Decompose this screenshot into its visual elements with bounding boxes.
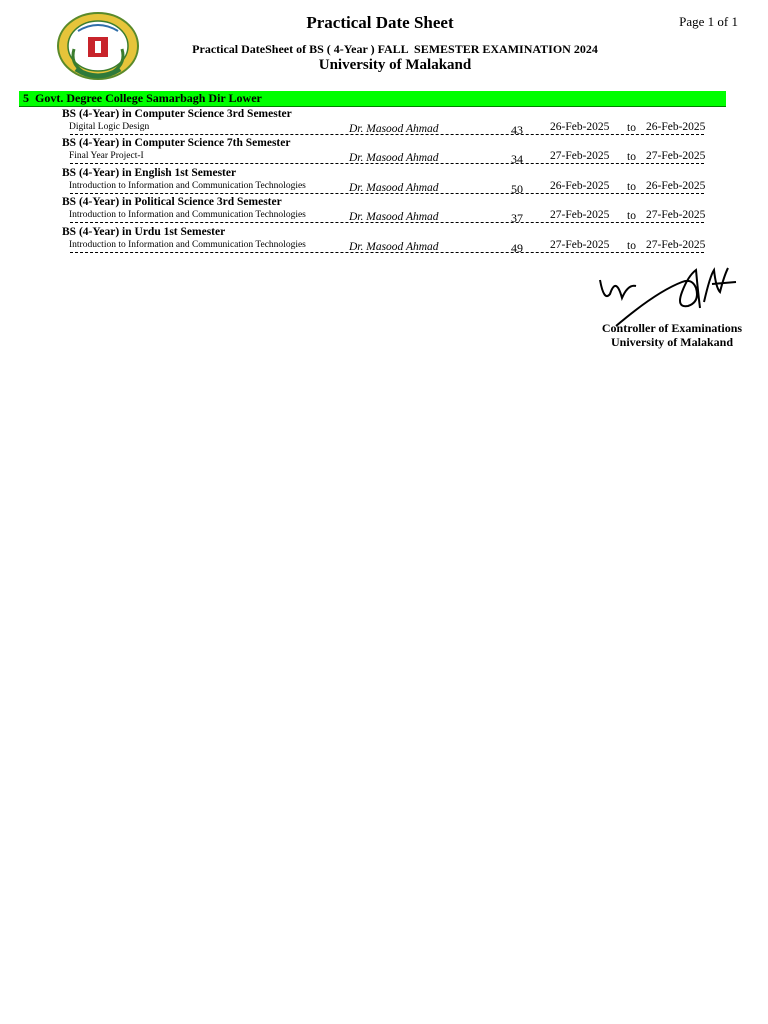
student-count: 34	[511, 152, 523, 167]
date-to: 27-Feb-2025	[646, 238, 706, 251]
examiner-name: Dr. Masood Ahmad	[349, 211, 439, 224]
university-name: University of Malakand	[318, 57, 472, 73]
course-name: Introduction to Information and Communication Technologies	[69, 210, 306, 221]
program-name: BS (4-Year) in Urdu 1st Semester	[62, 225, 226, 238]
list-item	[0, 108, 768, 137]
to-label: to	[627, 239, 636, 252]
signatory-title: Controller of Examinations	[601, 321, 743, 335]
program-name: BS (4-Year) in Political Science 3rd Semester	[62, 196, 282, 209]
exam-subtitle: Practical DateSheet of BS ( 4-Year ) FALL SEMESTER EXAMINATION 2024	[192, 42, 598, 56]
page-number: Page 1 of 1	[679, 14, 738, 29]
examiner-name: Dr. Masood Ahmad	[349, 181, 439, 194]
examiner-name: Dr. Masood Ahmad	[349, 152, 439, 165]
signature	[596, 262, 740, 328]
examiner-name: Dr. Masood Ahmad	[349, 123, 439, 135]
course-name: Digital Logic Design	[69, 122, 150, 132]
to-label: to	[627, 151, 636, 164]
date-from: 27-Feb-2025	[550, 238, 610, 251]
date-from: 27-Feb-2025	[550, 209, 610, 222]
date-to: 26-Feb-2025	[646, 179, 706, 192]
list-item	[0, 226, 768, 255]
signatory-organization: University of Malakand	[610, 335, 733, 349]
date-from: 27-Feb-2025	[550, 150, 610, 163]
college-header	[19, 91, 726, 107]
date-from: 26-Feb-2025	[550, 179, 610, 192]
student-count: 50	[511, 181, 523, 196]
program-name: BS (4-Year) in English 1st Semester	[62, 166, 237, 179]
college-number: 5	[23, 91, 29, 105]
date-to: 27-Feb-2025	[646, 150, 706, 163]
list-item	[0, 137, 768, 166]
to-label: to	[627, 180, 636, 193]
to-label: to	[627, 122, 636, 134]
course-name: Final Year Project-I	[69, 151, 144, 162]
college-name: Govt. Degree College Samarbagh Dir Lower	[35, 91, 262, 105]
program-name: BS (4-Year) in Computer Science 3rd Semester	[62, 108, 292, 120]
course-name: Introduction to Information and Communication Technologies	[69, 180, 306, 191]
to-label: to	[627, 210, 636, 223]
student-count: 49	[511, 240, 523, 255]
datesheet-entries	[0, 108, 768, 255]
list-item	[0, 196, 768, 225]
program-name: BS (4-Year) in Computer Science 7th Semester	[62, 137, 291, 150]
date-to: 27-Feb-2025	[646, 209, 706, 222]
list-item	[0, 167, 768, 196]
student-count: 43	[511, 123, 523, 137]
date-from: 26-Feb-2025	[550, 121, 610, 133]
course-name: Introduction to Information and Communication Technologies	[69, 239, 306, 250]
examiner-name: Dr. Masood Ahmad	[349, 240, 439, 253]
page-title: Practical Date Sheet	[306, 13, 454, 32]
date-to: 26-Feb-2025	[646, 121, 706, 133]
student-count: 37	[511, 211, 523, 226]
